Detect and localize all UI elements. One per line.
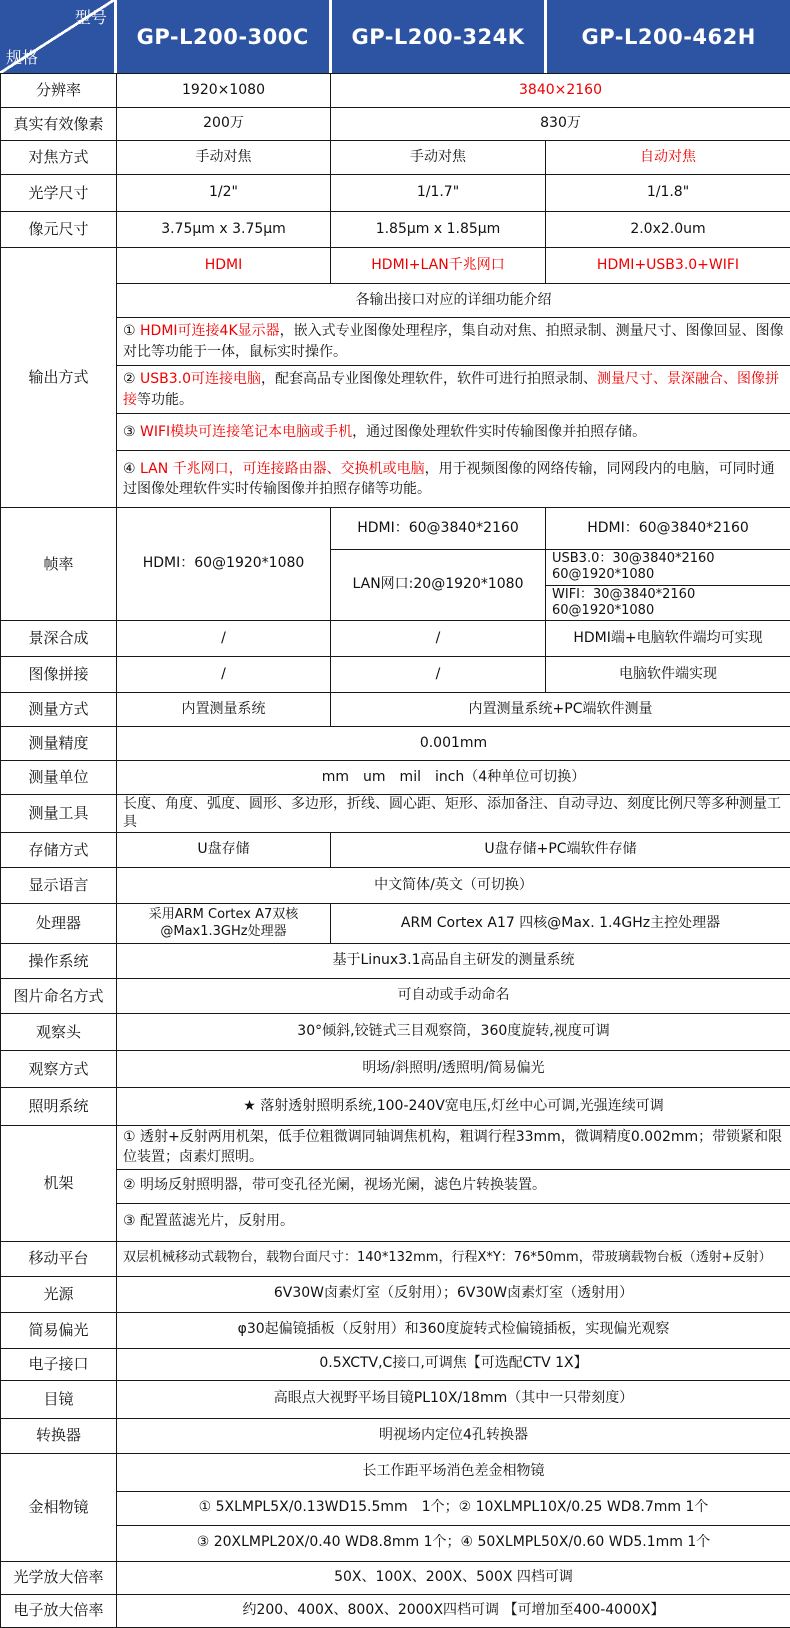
row-precision: [1, 727, 790, 761]
row-output-intro: [1, 284, 790, 318]
cell-optical-size-462h: 1/1.8": [546, 175, 790, 212]
cell-output-port-462h: HDMI+USB3.0+WIFI: [546, 248, 790, 284]
cell-framerate-324k-hdmi: HDMI：60@3840*2160: [331, 508, 546, 550]
cell-focus-300c: 手动对焦: [117, 141, 331, 175]
row-objectives-1: [1, 1491, 790, 1525]
item3-num: ③: [123, 424, 140, 440]
row-label-os: 操作系统: [1, 944, 117, 979]
cell-stitching-324k: /: [331, 657, 546, 693]
header-corner-cell: [0, 0, 114, 73]
row-output-ports: [1, 248, 790, 284]
row-label-naming: 图片命名方式: [1, 979, 117, 1014]
cell-digital-mag: 约200、400X、800X、2000X四档可调 【可增加至400-4000X】: [117, 1594, 790, 1627]
cell-tools: 长度、角度、弧度、圆形、多边形，折线、圆心距、矩形、添加备注、自动寻边、刻度比例尺等多种测量工具: [117, 795, 790, 833]
row-output-item4: [1, 451, 790, 508]
cell-eport: 0.5XCTV,C接口,可调焦【可选配CTV 1X】: [117, 1348, 790, 1380]
cell-output-intro: 各输出接口对应的详细功能介绍: [117, 284, 790, 318]
row-output-item3: [1, 414, 790, 451]
row-focus: [1, 141, 790, 175]
row-optical-size: [1, 175, 790, 212]
cell-pixels-4k: 830万: [331, 108, 790, 141]
row-language: [1, 868, 790, 904]
row-label-eport: 电子接口: [1, 1348, 117, 1380]
row-illumination: [1, 1088, 790, 1126]
row-digital-mag: [1, 1594, 790, 1627]
row-label-focus: 对焦方式: [1, 141, 117, 175]
cell-measure-method-300c: 内置测量系统: [117, 693, 331, 727]
row-os: [1, 944, 790, 979]
cell-optical-size-300c: 1/2": [117, 175, 331, 212]
cell-stand-item3: ③ 配置蓝滤光片，反射用。: [117, 1203, 790, 1241]
cell-framerate-462h-wifi: WIFI：30@3840*2160 60@1920*1080: [546, 585, 790, 621]
cell-head: 30°倾斜,铰链式三目观察筒，360度旋转,视度可调: [117, 1014, 790, 1051]
model-header-324k: GP-L200-324K: [332, 0, 545, 73]
row-stand-2: [1, 1169, 790, 1203]
cell-stand-item2: ② 明场反射照明器，带可变孔径光阑，视场光阑，滤色片转换装置。: [117, 1169, 790, 1203]
cell-pixel-size-300c: 3.75μm x 3.75μm: [117, 212, 331, 248]
item2-text2: 等功能。: [137, 392, 193, 408]
row-label-precision: 测量精度: [1, 727, 117, 761]
cell-units: mm um mil inch（4种单位可切换）: [117, 761, 790, 795]
cell-framerate-462h-usb: USB3.0：30@3840*2160 60@1920*1080: [546, 550, 790, 586]
cell-objectives-title: 长工作距平场消色差金相物镜: [117, 1453, 790, 1491]
row-label-depth-fusion: 景深合成: [1, 621, 117, 657]
cell-depth-fusion-324k: /: [331, 621, 546, 657]
row-framerate-1: [1, 508, 790, 550]
row-resolution: [1, 74, 790, 108]
row-eport: [1, 1348, 790, 1380]
row-label-language: 显示语言: [1, 868, 117, 904]
row-label-pixels: 真实有效像素: [1, 108, 117, 141]
cell-cpu-4k: ARM Cortex A17 四核@Max. 1.4GHz主控处理器: [331, 904, 790, 944]
row-label-head: 观察头: [1, 1014, 117, 1051]
row-storage: [1, 833, 790, 868]
row-label-eyepiece: 目镜: [1, 1380, 117, 1418]
row-cpu: [1, 904, 790, 944]
cell-polarizer: φ30起偏镜插板（反射用）和360度旋转式检偏镜插板，实现偏光观察: [117, 1312, 790, 1348]
cell-depth-fusion-462h: HDMI端+电脑软件端均可实现: [546, 621, 790, 657]
cell-resolution-300c: 1920×1080: [117, 74, 331, 108]
cell-pixel-size-324k: 1.85μm x 1.85μm: [331, 212, 546, 248]
cell-focus-324k: 手动对焦: [331, 141, 546, 175]
cell-pixels-300c: 200万: [117, 108, 331, 141]
cell-precision: 0.001mm: [117, 727, 790, 761]
item1-red: HDMI可连接4K显示器: [140, 323, 280, 339]
cell-stage: 双层机械移动式载物台，载物台面尺寸：140*132mm，行程X*Y：76*50mm，带玻璃载物台板（透射+反射）: [117, 1241, 790, 1276]
cell-framerate-462h-hdmi: HDMI：60@3840*2160: [546, 508, 790, 550]
row-label-stand: 机架: [1, 1126, 117, 1242]
row-stand-1: [1, 1126, 790, 1170]
cell-depth-fusion-300c: /: [117, 621, 331, 657]
cell-optical-size-324k: 1/1.7": [331, 175, 546, 212]
item4-text: ，用于视频图像的网络传输，同网段内的电脑，可同时通过图像处理软件实时传输图像并拍照存储等功能。: [123, 461, 775, 497]
row-optical-mag: [1, 1561, 790, 1594]
cell-cpu-300c: 采用ARM Cortex A7双核@Max1.3GHz处理器: [117, 904, 331, 944]
row-head: [1, 1014, 790, 1051]
item4-num: ④: [123, 461, 140, 477]
model-header-300c: GP-L200-300C: [117, 0, 329, 73]
cell-pixel-size-462h: 2.0x2.0um: [546, 212, 790, 248]
cell-stitching-462h: 电脑软件端实现: [546, 657, 790, 693]
item2-red1: USB3.0可连接电脑: [140, 371, 261, 387]
cell-storage-300c: U盘存储: [117, 833, 331, 868]
cell-view-mode: 明场/斜照明/透照明/简易偏光: [117, 1051, 790, 1088]
cell-output-item4: [117, 451, 790, 508]
cell-stand-item1: ① 透射+反射两用机架，低手位粗微调同轴调焦机构，粗调行程33mm，微调精度0.002mm；带锁紧和限位装置；卤素灯照明。: [117, 1126, 790, 1170]
corner-label-spec: 规格: [6, 45, 38, 68]
item3-red: WIFI模块可连接笔记本电脑或手机: [140, 424, 352, 440]
cell-storage-4k: U盘存储+PC端软件存储: [331, 833, 790, 868]
spec-table: [0, 73, 790, 1628]
row-output-item2: [1, 366, 790, 414]
table-header: [0, 0, 790, 73]
row-naming: [1, 979, 790, 1014]
row-label-objectives: 金相物镜: [1, 1453, 117, 1561]
row-label-tools: 测量工具: [1, 795, 117, 833]
item2-num: ②: [123, 371, 140, 387]
cell-framerate-300c: HDMI：60@1920*1080: [117, 508, 331, 621]
row-label-polarizer: 简易偏光: [1, 1312, 117, 1348]
cell-focus-462h: 自动对焦: [546, 141, 790, 175]
model-header-462h: GP-L200-462H: [547, 0, 790, 73]
cell-output-port-324k: HDMI+LAN千兆网口: [331, 248, 546, 284]
row-label-optical-mag: 光学放大倍率: [1, 1561, 117, 1594]
cell-naming: 可自动或手动命名: [117, 979, 790, 1014]
row-output-item1: [1, 318, 790, 366]
cell-language: 中文简体/英文（可切换）: [117, 868, 790, 904]
row-label-pixel-size: 像元尺寸: [1, 212, 117, 248]
row-label-stitching: 图像拼接: [1, 657, 117, 693]
row-polarizer: [1, 1312, 790, 1348]
cell-os: 基于Linux3.1高品自主研发的测量系统: [117, 944, 790, 979]
cell-resolution-4k: 3840×2160: [331, 74, 790, 108]
cell-light-source: 6V30W卤素灯室（反射用）；6V30W卤素灯室（透射用）: [117, 1276, 790, 1312]
item1-text: ，嵌入式专业图像处理程序，集自动对焦、拍照录制、测量尺寸、图像回显、图像对比等功能于一体，鼠标实时操作。: [123, 323, 784, 359]
row-label-units: 测量单位: [1, 761, 117, 795]
cell-output-item1: [117, 318, 790, 366]
row-label-light-source: 光源: [1, 1276, 117, 1312]
row-label-optical-size: 光学尺寸: [1, 175, 117, 212]
row-label-illumination: 照明系统: [1, 1088, 117, 1126]
row-objectives-title: [1, 1453, 790, 1491]
row-label-resolution: 分辨率: [1, 74, 117, 108]
cell-framerate-324k-lan: LAN网口:20@1920*1080: [331, 550, 546, 621]
row-nosepiece: [1, 1418, 790, 1453]
row-label-cpu: 处理器: [1, 904, 117, 944]
cell-objectives-row1: ① 5XLMPL5X/0.13WD15.5mm 1个；② 10XLMPL10X/0.25 WD8.7mm 1个: [117, 1491, 790, 1525]
row-light-source: [1, 1276, 790, 1312]
cell-stitching-300c: /: [117, 657, 331, 693]
cell-nosepiece: 明视场内定位4孔转换器: [117, 1418, 790, 1453]
row-measure-method: [1, 693, 790, 727]
row-effective-pixels: [1, 108, 790, 141]
cell-output-item2: [117, 366, 790, 414]
row-label-nosepiece: 转换器: [1, 1418, 117, 1453]
item2-red2: 测量尺寸、景深融合、图像拼接: [123, 371, 779, 407]
cell-output-item3: [117, 414, 790, 451]
row-units: [1, 761, 790, 795]
row-stand-3: [1, 1203, 790, 1241]
cell-illumination: ★ 落射透射照明系统,100-240V宽电压,灯丝中心可调,光强连续可调: [117, 1088, 790, 1126]
row-view-mode: [1, 1051, 790, 1088]
row-tools: [1, 795, 790, 833]
row-label-storage: 存储方式: [1, 833, 117, 868]
row-stage: [1, 1241, 790, 1276]
row-label-view-mode: 观察方式: [1, 1051, 117, 1088]
row-stitching: [1, 657, 790, 693]
row-objectives-2: [1, 1525, 790, 1561]
row-label-output: 输出方式: [1, 248, 117, 508]
item2-text1: ，配套高品专业图像处理软件，软件可进行拍照录制、: [261, 371, 597, 387]
row-label-measure-method: 测量方式: [1, 693, 117, 727]
row-label-digital-mag: 电子放大倍率: [1, 1594, 117, 1627]
item4-red: LAN 千兆网口，可连接路由器、交换机或电脑: [140, 461, 425, 477]
cell-measure-method-4k: 内置测量系统+PC端软件测量: [331, 693, 790, 727]
cell-optical-mag: 50X、100X、200X、500X 四档可调: [117, 1561, 790, 1594]
item3-text: ，通过图像处理软件实时传输图像并拍照存储。: [352, 424, 646, 440]
cell-output-port-300c: HDMI: [117, 248, 331, 284]
row-pixel-size: [1, 212, 790, 248]
row-label-framerate: 帧率: [1, 508, 117, 621]
item1-num: ①: [123, 323, 140, 339]
cell-objectives-row2: ③ 20XLMPL20X/0.40 WD8.8mm 1个；④ 50XLMPL50X/0.60 WD5.1mm 1个: [117, 1525, 790, 1561]
row-depth-fusion: [1, 621, 790, 657]
corner-label-model: 型号: [75, 5, 107, 28]
row-label-stage: 移动平台: [1, 1241, 117, 1276]
cell-eyepiece: 高眼点大视野平场目镜PL10X/18mm（其中一只带刻度）: [117, 1380, 790, 1418]
row-eyepiece: [1, 1380, 790, 1418]
